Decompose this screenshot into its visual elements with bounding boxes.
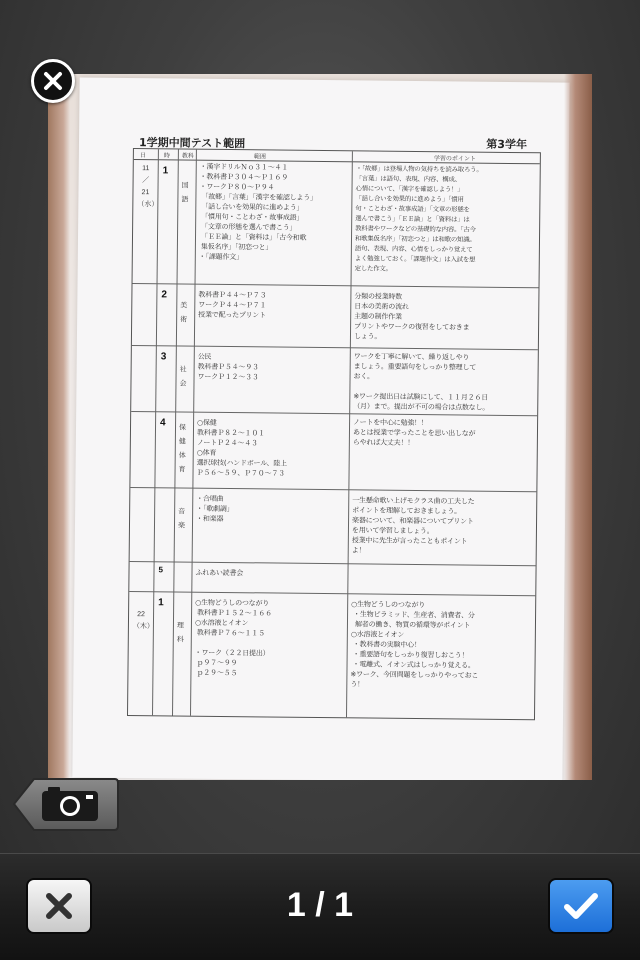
header-subject: 教科 [181,153,194,160]
period-4: 4 [160,417,166,429]
points-ongaku: 一生懸命歌い上げモクラス曲の工夫した ポイントを理解しておきましょう。 楽器について、和楽器についてプリント を用いて学習しましょう。 授業中に先生が言ったこともポイント よ！ [351,496,475,555]
subject-hoken: 保健体育 [178,424,187,474]
camera-button[interactable] [12,777,119,832]
points-kokugo: ・「故郷」は登場人物の気持ちを読み取ろう。 「言葉」は語句、表現、内容、構成、 心情について、「漢字を確認しよう！」 「話し合いを効果的に進めよう」「慣用 句・ことわざ・故事成語」「文章の形態を 選んで書こう」「ＥＥ論」と「資料は」は 教科書やワークなどの基礎的な内容。「古今 和歌集仮名序」「初恋つと」は和歌の知識。 語句、表現、内容、心情をしっかり覚えて よく勉強しておく。「課題作文」は入試を想 定した作文。 [354,164,483,273]
camera-icon [42,787,98,821]
date-second: 22 （木） [132,611,154,631]
range-bijutsu: 教科書Ｐ４４～Ｐ７３ ワークＰ４４～Ｐ７１ 授業で配ったプリント [198,290,267,320]
range-rika: ○生物どうしのつながり 教科書Ｐ１５２～１６６ ○水溶液とイオン 教科書Ｐ７６～１１５ ・ワーク（２２日提出） ｐ９７～９９ ｐ２９～５５ [194,598,272,678]
period-2: 2 [161,289,168,301]
period-1: 1 [162,165,169,177]
header-period: 時 [163,153,170,160]
document-title: 1学期中間テスト範囲 [138,136,246,151]
scanned-photo [48,74,592,780]
schedule-table [127,148,541,720]
period-5-activity: ふれあい読書会 [195,568,244,578]
subject-kokugo: 国語 [181,182,189,204]
x-icon [44,891,74,921]
range-ongaku: ・合唱曲 ・「歌劇調」 ・和楽器 [196,494,234,523]
subject-rika: 理科 [176,622,184,644]
document-grade: 第3学年 [486,137,528,152]
subject-bijutsu: 美術 [180,302,188,324]
range-hoken: ○保健 教科書Ｐ８２～１０１ ノートＰ２４～４３ ○体育 選択球技(ハンドボール、陸上 Ｐ５６～５９、Ｐ７０～７３ [196,418,287,478]
period-second-1: 1 [158,597,164,609]
period-5: 5 [158,565,164,575]
page-counter: 1 / 1 [286,886,354,924]
subject-shakai: 社会 [179,366,187,388]
range-shakai: 公民 教科書Ｐ５４～９３ ワークＰ１２～３３ [197,352,259,382]
points-rika: ○生物どうしのつながり ・生物ピラミッド、生産者、消費者、分 解者の働き、物質の循環等がポイント ○水溶液とイオン ・教科書の実験中心！ ・重要語句をしっかり復習しおこう！ ・電離式、イオン式はしっかり覚える。 ※ワーク、今回問題をしっかりやっておこ う！ [350,600,479,689]
table-header [134,149,540,164]
date-first: 11 ／ 21 （水） [137,165,159,209]
header-points: 学習のポイント [433,156,476,163]
cancel-button[interactable] [26,878,92,934]
bottom-toolbar [0,853,640,960]
points-hoken: ノートを中心に勉強！！ あとは授業で学ったことを思い出しなが らやれば大丈夫！！ [352,418,476,447]
period-3: 3 [160,351,167,363]
close-button[interactable] [31,59,75,103]
header-range: 範囲 [253,154,266,161]
subject-ongaku: 音楽 [177,508,186,530]
confirm-button[interactable] [548,878,614,934]
close-circle-icon [42,70,64,92]
points-bijutsu: 分類の授業時数 日本の美術の流れ 主題の制作作業 プリントやワークの復習をしておきま しょう。 [353,292,470,341]
points-shakai: ワークを丁寧に解いて、繰り返しやり ましょう。重要語句をしっかり整理して おく。 ※ワーク提出日は試験にして、１１月２６日 （月）まで。提出が不可の場合は点数なし。 [353,352,490,412]
range-kokugo: ・漢字ドリルＮｏ３１～４１ ・教科書Ｐ３０４～Ｐ１６９ ・ワークＰ８０～Ｐ９４ 「故郷」「言葉」「漢字を確認しよう」 「話し合いを効果的に進めよう」 「慣用句・ことわざ・故事成語」 「文章の形態を選んで書こう」 「ＥＥ論」と「資料は」「古今和歌 集仮名序」「初恋つと」 ・「課題作文」 [198,162,317,262]
checkmark-icon [563,891,599,921]
document-page [72,77,569,780]
header-date: 日 [139,153,146,160]
